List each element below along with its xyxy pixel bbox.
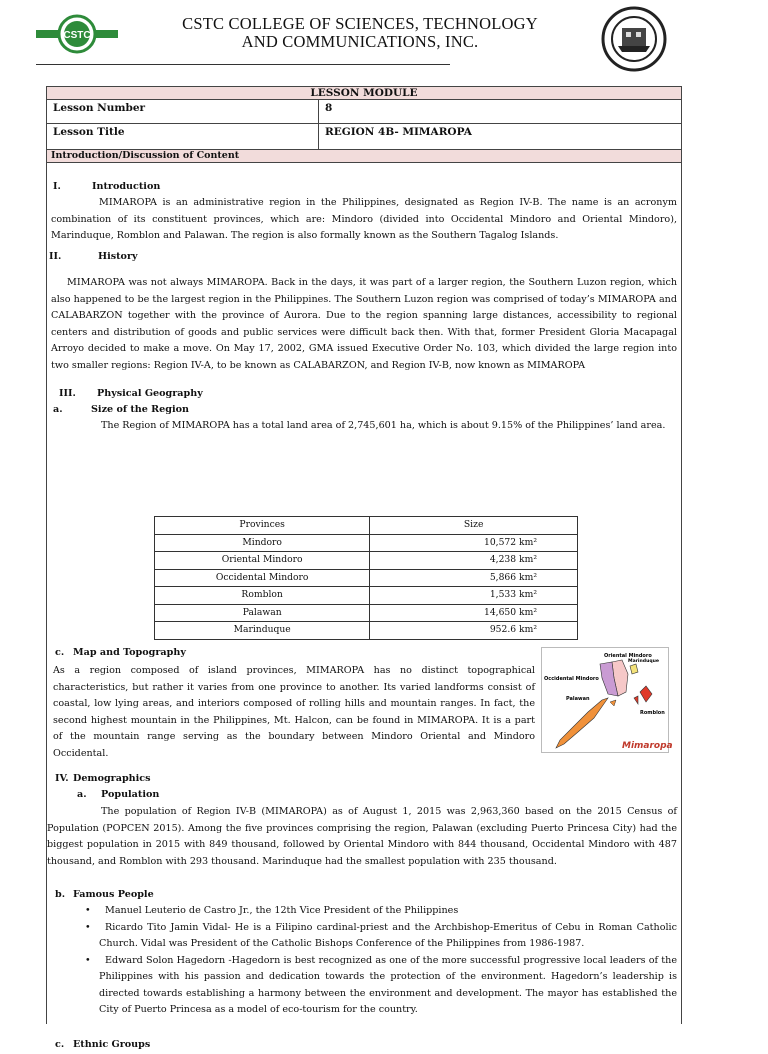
ethnic-sub-heading: Ethnic Groups (73, 1039, 151, 1050)
map-sub-number: c. (55, 647, 65, 658)
geography-number: III. (59, 388, 76, 399)
table-header-provinces: Provinces (155, 517, 370, 535)
table-header-row (155, 517, 578, 535)
page-header (0, 0, 768, 80)
table-row (155, 587, 578, 605)
table-row (155, 622, 578, 640)
famous-sub-heading: Famous People (73, 889, 154, 900)
size-cell: 4,238 km² (370, 552, 578, 570)
map-sub-heading: Map and Topography (73, 647, 186, 658)
province-cell: Oriental Mindoro (155, 552, 370, 570)
map-label-palawan: Palawan (566, 696, 590, 702)
famous-person: Ricardo Tito Jamin Vidal- He is a Filipino cardinal-priest and the Archbishop-Emeritus of Cebu in Roman Catholic Church. Vidal was President of the Catholic Bishops Conference of the Philippines from 1986-1987. (99, 921, 677, 949)
lesson-number-label: Lesson Number (47, 100, 319, 123)
province-size-table (154, 516, 578, 640)
province-cell: Mindoro (155, 534, 370, 552)
demographics-number: IV. (55, 773, 69, 784)
table-row (155, 534, 578, 552)
famous-sub-number: b. (55, 889, 66, 900)
size-cell: 5,866 km² (370, 569, 578, 587)
population-paragraph: The population of Region IV-B (MIMAROPA) as of August 1, 2015 was 2,963,360 based on the 2015 Census of Population (POPCEN 2015). Among the five provinces comprising the region, Palawan (excluding Puerto Princesa City) had the biggest population in 2015 with 849 thousand, followed by Oriental Mindoro with 844 thousand, Occidental Mindoro with 487 thousand, and Romblon with 293 thousand. Marinduque had the smallest population with 235 thousand. (47, 806, 677, 867)
svg-text:CSTC: CSTC (63, 30, 91, 41)
list-item (87, 920, 677, 953)
table-row (155, 604, 578, 622)
lesson-title-value: REGION 4B- MIMAROPA (325, 126, 472, 138)
size-sub-number: a. (53, 404, 63, 415)
lesson-number-value: 8 (325, 102, 333, 114)
mimaropa-map (541, 647, 673, 753)
tourism-hospitality-seal (596, 6, 672, 72)
intro-paragraph: MIMAROPA is an administrative region in the Philippines, designated as Region IV-B. The name is an acronym combination of its constituent provinces, which are: Mindoro (divided into Occidental Mindoro and Oriental Mindoro), Marinduque, Romblon and Palawan. The region is also formally known as the Southern Tagalog Islands. (51, 197, 677, 241)
map-label-romblon: Romblon (640, 710, 665, 716)
history-number: II. (49, 251, 62, 262)
ethnic-sub-number: c. (55, 1039, 65, 1050)
lesson-number-row (47, 100, 681, 124)
history-paragraph: MIMAROPA was not always MIMAROPA. Back in the days, it was part of a larger region, the Southern Luzon region, which also happened to be the largest region in the Philippines. The Southern Luzon region was comprised of today’s MIMAROPA and CALABARZON together with the province of Aurora. Due to the region spanning large distances, accessibility to regional centers and distribution of goods and public services were difficult back then. With that, former President Gloria Macapagal Arroyo decided to make a move. On May 17, 2002, GMA issued Executive Order No. 103, which divided the large region into two smaller regions: Region IV-A, to be known as CALABARZON, and Region IV-B, now known as MIMAROPA (51, 277, 677, 371)
famous-person: Manuel Leuterio de Castro Jr., the 12th Vice President of the Philippines (105, 905, 459, 916)
history-heading: History (98, 251, 138, 262)
bullet-icon: • (85, 921, 91, 933)
demographics-heading: Demographics (73, 773, 151, 784)
map-title: Mimaropa (622, 741, 673, 751)
size-paragraph: The Region of MIMAROPA has a total land area of 2,745,601 ha, which is about 9.15% of the Philippines’ land area. (101, 420, 666, 431)
size-sub-heading: Size of the Region (91, 404, 189, 415)
lesson-title-label: Lesson Title (47, 124, 319, 149)
table-row (155, 569, 578, 587)
list-item (87, 903, 677, 920)
province-cell: Occidental Mindoro (155, 569, 370, 587)
lesson-title-row (47, 124, 681, 150)
size-cell: 952.6 km² (370, 622, 578, 640)
province-cell: Palawan (155, 604, 370, 622)
geography-heading: Physical Geography (97, 388, 203, 399)
cstc-logo (36, 14, 118, 54)
province-cell: Marinduque (155, 622, 370, 640)
population-sub-heading: Population (101, 789, 160, 800)
famous-person: Edward Solon Hagedorn -Hagedorn is best recognized as one of the more successful progressive local leaders of the Philippines with his passion and dedication towards the protection of the environment. Hagedorn’s leadership is directed towards establishing a harmony between the environment and development. The mayor has established the City of Puerto Princesa as a model of eco-tourism for the country. (99, 954, 677, 1015)
section-header: Introduction/Discussion of Content (51, 150, 240, 161)
header-divider (36, 64, 450, 65)
topography-paragraph: As a region composed of island provinces, MIMAROPA has no distinct topographical characteristics, but rather it varies from one province to another. Its varied landforms consist of coastal, low lying areas, and interiors composed of rolling hills and mountain ranges. In fact, the second highest mountain in the Philippines, Mt. Halcon, can be found in MIMAROPA. It is a part of the mountain range serving as the boundary between Mindoro Oriental and Mindoro Occidental. (53, 665, 535, 759)
intro-heading: Introduction (92, 181, 161, 192)
size-cell: 1,533 km² (370, 587, 578, 605)
map-label-occidental: Occidental Mindoro (544, 676, 599, 682)
bullet-icon: • (85, 954, 91, 966)
college-name-line2: AND COMMUNICATIONS, INC. (241, 32, 479, 51)
size-cell: 10,572 km² (370, 534, 578, 552)
famous-people-list (87, 903, 677, 1019)
size-cell: 14,650 km² (370, 604, 578, 622)
table-header-size: Size (370, 517, 578, 535)
map-graphic (542, 648, 673, 752)
population-sub-number: a. (77, 789, 87, 800)
college-name-line1: CSTC COLLEGE OF SCIENCES, TECHNOLOGY (182, 14, 538, 33)
table-row (155, 552, 578, 570)
province-cell: Romblon (155, 587, 370, 605)
college-name (140, 15, 580, 51)
module-title-row (47, 87, 681, 100)
intro-number: I. (53, 181, 61, 192)
section-header-row (47, 150, 681, 163)
lesson-module (46, 86, 682, 1050)
map-label-marinduque: Marinduque (628, 659, 660, 664)
map-label-oriental: Oriental Mindoro (604, 653, 652, 659)
module-title: LESSON MODULE (310, 87, 418, 99)
list-item (87, 953, 677, 1019)
bullet-icon: • (85, 905, 91, 916)
